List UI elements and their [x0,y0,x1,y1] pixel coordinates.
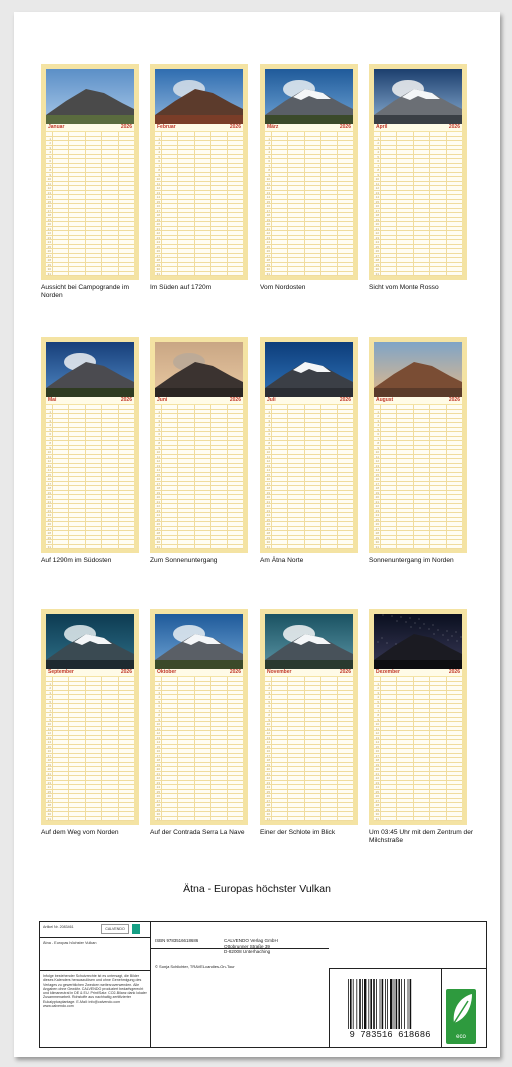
day-grid: 1 2 3 4 5 6 7 8 9 10 11 12 13 14 15 16 17 18 19 20 21 22 23 24 25 26 27 28 29 30 31 [46,405,134,549]
month-header [46,669,134,676]
month-photo [155,69,243,124]
isbn: ISBN 9783516618686 [155,938,199,943]
eco-area [441,968,486,1047]
article-number: Artikel Nr. 2083461 [43,925,74,929]
month-name: Juni [157,397,168,403]
month-year: 2026 [339,669,351,675]
month-frame [369,609,467,825]
month-caption: Aussicht bei Campogrande im Norden [41,284,129,299]
publisher-line: CALVENDO Verlag GmbH [224,938,278,943]
day-grid: 1 2 3 4 5 6 7 8 9 10 11 12 13 14 15 16 17 18 19 20 21 22 23 24 25 26 27 28 29 30 31 [265,677,353,821]
month-frame [150,337,248,553]
month-caption: Auf dem Weg vom Norden [41,829,119,836]
month-year: 2026 [448,124,460,130]
month-header [374,397,462,404]
month-photo [46,69,134,124]
month-header [265,669,353,676]
month-frame [41,337,139,553]
publisher-line: D-82008 Unterhaching [224,949,271,954]
month-header [155,124,243,131]
month-caption: Am Ätna Norte [260,557,304,564]
month-name: November [267,669,292,675]
day-grid: 1 2 3 4 5 6 7 8 9 10 11 12 13 14 15 16 17 18 19 20 21 22 23 24 25 26 27 28 29 30 31 [155,405,243,549]
month-year: 2026 [339,124,351,130]
month-name: März [267,124,279,130]
barcode-area [329,968,441,1047]
month-frame [369,337,467,553]
month-name: August [376,397,394,403]
leaf-icon [446,989,476,1029]
month-name: Februar [157,124,176,130]
month-header [46,397,134,404]
month-photo [374,69,462,124]
calendar-sheet [14,12,500,1057]
month-frame [41,64,139,280]
month-photo [374,342,462,397]
month-name: Januar [48,124,65,130]
day-grid: 1 2 3 4 5 6 7 8 9 10 11 12 13 14 15 16 17 18 19 20 21 22 23 24 25 26 27 28 29 30 31 [265,132,353,276]
barcode-number: 9 783516 618686 [349,1030,431,1040]
calendar-title: Ätna - Europas höchster Vulkan [183,883,331,895]
publisher-line: Ottobrunner Straße 39 [224,943,270,949]
day-grid: 1 2 3 4 5 6 7 8 9 10 11 12 13 14 15 16 17 18 19 20 21 22 23 24 25 26 27 28 29 30 31 [155,677,243,821]
imprint-title: Ätna - Europas höchster Vulkan [43,941,97,945]
month-caption: Auf der Contrada Serra La Nave [150,829,245,836]
publisher-address [224,938,278,955]
month-frame [150,609,248,825]
month-photo [265,614,353,669]
month-year: 2026 [339,397,351,403]
month-frame [260,337,358,553]
month-year: 2026 [229,124,241,130]
month-photo [46,614,134,669]
legal-text: Infolge bestehender Schutzrechte ist es untersagt, die Bilder dieses Kalenders herauszulösen und ohne Genehmigung des Verlages zu gewerblichen Zwecken weiterzuverwenden. Alle Angaben ohne Gewähr. CALVENDO produziert bedarfsgerecht und klimaneutral in DE & EU. Print/Satz: CO2-Bilanz dank lokaler Zusammenarbeit. Rohstoffe aus nachhaltig zertifizierter Eukalyptusplantage. E-Mail: info@calvendo.com www.calvendo.com [43,974,147,1009]
calvendo-logo: CALVENDO [101,924,129,934]
copyright: © Sonja Schlichter, TRAVELcandies-On-Tour [155,964,235,969]
month-name: Mai [48,397,57,403]
month-frame [260,64,358,280]
month-caption: Auf 1290m im Südosten [41,557,112,564]
divider [151,948,329,949]
month-caption: Um 03:45 Uhr mit dem Zentrum der Milchstraße [369,829,474,844]
month-caption: Zum Sonnenuntergang [150,557,218,564]
month-header [155,397,243,404]
month-caption: Sonnenuntergang im Norden [369,557,454,564]
divider [40,970,151,971]
month-frame [369,64,467,280]
month-name: April [376,124,388,130]
imprint-left [40,922,151,1047]
month-header [46,124,134,131]
month-year: 2026 [448,397,460,403]
imprint-box [39,921,487,1048]
month-year: 2026 [229,669,241,675]
day-grid: 1 2 3 4 5 6 7 8 9 10 11 12 13 14 15 16 17 18 19 20 21 22 23 24 25 26 27 28 29 30 31 [374,132,462,276]
month-caption: Sicht vom Monte Rosso [369,284,439,291]
month-photo [46,342,134,397]
month-frame [260,609,358,825]
divider [40,937,151,938]
day-grid: 1 2 3 4 5 6 7 8 9 10 11 12 13 14 15 16 17 18 19 20 21 22 23 24 25 26 27 28 29 30 31 [155,132,243,276]
barcode [348,979,432,1029]
month-year: 2026 [120,397,132,403]
month-photo [374,614,462,669]
month-header [155,669,243,676]
month-header [265,124,353,131]
month-photo [155,342,243,397]
day-grid: 1 2 3 4 5 6 7 8 9 10 11 12 13 14 15 16 17 18 19 20 21 22 23 24 25 26 27 28 29 30 31 [265,405,353,549]
month-header [374,669,462,676]
month-caption: Einer der Schlote im Blick [260,829,336,836]
day-grid: 1 2 3 4 5 6 7 8 9 10 11 12 13 14 15 16 17 18 19 20 21 22 23 24 25 26 27 28 29 30 31 [46,132,134,276]
calvendo-logo-mark [132,924,140,934]
month-frame [41,609,139,825]
day-grid: 1 2 3 4 5 6 7 8 9 10 11 12 13 14 15 16 17 18 19 20 21 22 23 24 25 26 27 28 29 30 31 [46,677,134,821]
month-year: 2026 [229,397,241,403]
month-name: Oktober [157,669,177,675]
day-grid: 1 2 3 4 5 6 7 8 9 10 11 12 13 14 15 16 17 18 19 20 21 22 23 24 25 26 27 28 29 30 31 [374,677,462,821]
month-year: 2026 [120,124,132,130]
eco-label: eco [456,1034,466,1040]
month-caption: Vom Nordosten [260,284,306,291]
month-year: 2026 [120,669,132,675]
month-name: Juli [267,397,276,403]
month-photo [155,614,243,669]
month-caption: Im Süden auf 1720m [150,284,212,291]
month-year: 2026 [448,669,460,675]
month-photo [265,69,353,124]
month-header [374,124,462,131]
month-header [265,397,353,404]
month-name: Dezember [376,669,400,675]
month-frame [150,64,248,280]
month-photo [265,342,353,397]
eco-badge [446,989,476,1044]
day-grid: 1 2 3 4 5 6 7 8 9 10 11 12 13 14 15 16 17 18 19 20 21 22 23 24 25 26 27 28 29 30 31 [374,405,462,549]
month-name: September [48,669,74,675]
